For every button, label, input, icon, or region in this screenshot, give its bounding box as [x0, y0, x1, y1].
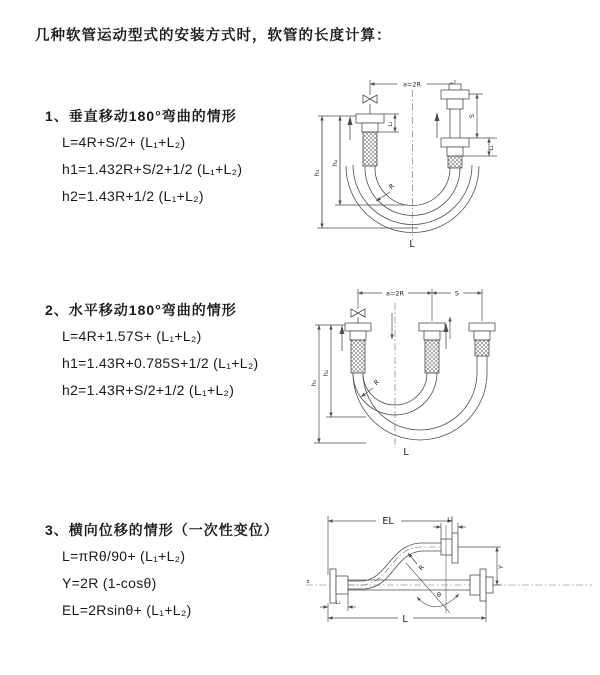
dimension-lines: [320, 516, 501, 622]
dim-label-l2: L₂: [489, 145, 495, 151]
dim-label-s: S: [468, 113, 476, 119]
lower-right-fitting: [470, 569, 493, 601]
braided-hose-section: [448, 156, 462, 168]
dim-label-radius: R: [372, 377, 382, 387]
dim-label-length: L: [409, 239, 415, 250]
dim-label-span: a=2R: [385, 289, 405, 298]
right-pipe-fitting: [469, 323, 495, 356]
dimension-lines: [317, 80, 497, 228]
axis-mark: z: [306, 579, 310, 585]
dim-label-el: EL: [382, 516, 394, 527]
braided-hose-section: [351, 340, 365, 373]
dimension-lines: [314, 289, 482, 443]
hose-u-bend: [353, 356, 487, 440]
dim-label-s: S: [454, 289, 460, 298]
formula-h1: h1=1.432R+S/2+1/2 (L₁+L₂): [62, 161, 243, 177]
left-pipe-fitting: [345, 309, 371, 373]
right-pipe-fitting: [441, 84, 469, 168]
section-3-heading: 3、横向位移的情形（一次性变位）: [45, 522, 279, 538]
formula-length: L=4R+S/2+ (L₁+L₂): [62, 134, 186, 150]
section-horizontal-180: [45, 300, 259, 400]
dim-label-h1: h₁: [313, 169, 321, 177]
dim-label-l1: L₁: [388, 121, 394, 127]
formula-h1: h1=1.43R+0.785S+1/2 (L₁+L₂): [62, 355, 259, 371]
dim-label-l2: L₂: [447, 517, 453, 523]
dim-label-span: a=2R: [402, 80, 422, 89]
braided-hose-section: [363, 132, 377, 166]
dim-label-h1: h₁: [310, 379, 318, 387]
dim-label-l1: L₁: [335, 600, 341, 606]
section-vertical-180: [45, 106, 242, 206]
diagram-vertical-180: [313, 68, 578, 263]
diagram-lateral-displacement: [300, 505, 600, 665]
braided-hose-section: [475, 340, 489, 356]
radius-leader: [408, 553, 417, 564]
s-curve-hose: [348, 543, 441, 589]
angle-construction: [406, 525, 459, 613]
section-1-heading: 1、垂直移动180°弯曲的情形: [45, 108, 237, 124]
dim-label-y: Y: [497, 565, 505, 569]
valve-icon: [363, 95, 377, 103]
dim-label-theta: θ: [437, 591, 441, 599]
dim-label-length: L: [402, 614, 408, 625]
page-title: 几种软管运动型式的安装方式时，软管的长度计算：: [35, 28, 392, 44]
upper-right-flange: [441, 533, 458, 563]
section-lateral-displacement: [45, 520, 279, 620]
valve-icon: [351, 309, 365, 317]
formula-h2: h2=1.43R+1/2 (L₁+L₂): [62, 188, 204, 204]
formula-length: L=4R+1.57S+ (L₁+L₂): [62, 328, 202, 344]
diagram-horizontal-180: [306, 283, 578, 473]
formula-el: EL=2Rsinθ+ (L₁+L₂): [62, 602, 192, 618]
left-flange: [330, 569, 348, 603]
formula-length: L=πRθ/90+ (L₁+L₂): [62, 548, 186, 564]
dim-label-h2: h₂: [322, 369, 330, 377]
braided-hose-section: [425, 340, 439, 373]
dim-label-radius: R: [416, 563, 426, 573]
section-2-heading: 2、水平移动180°弯曲的情形: [45, 302, 237, 318]
left-pipe-fitting: [356, 95, 384, 166]
dim-label-length: L: [403, 447, 409, 458]
formula-y: Y=2R (1-cosθ): [62, 575, 157, 591]
middle-pipe-fitting: [419, 323, 445, 373]
dim-label-h2: h₂: [331, 159, 339, 167]
formula-h2: h2=1.43R+S/2+1/2 (L₁+L₂): [62, 382, 235, 398]
dim-label-radius: R: [387, 181, 397, 191]
